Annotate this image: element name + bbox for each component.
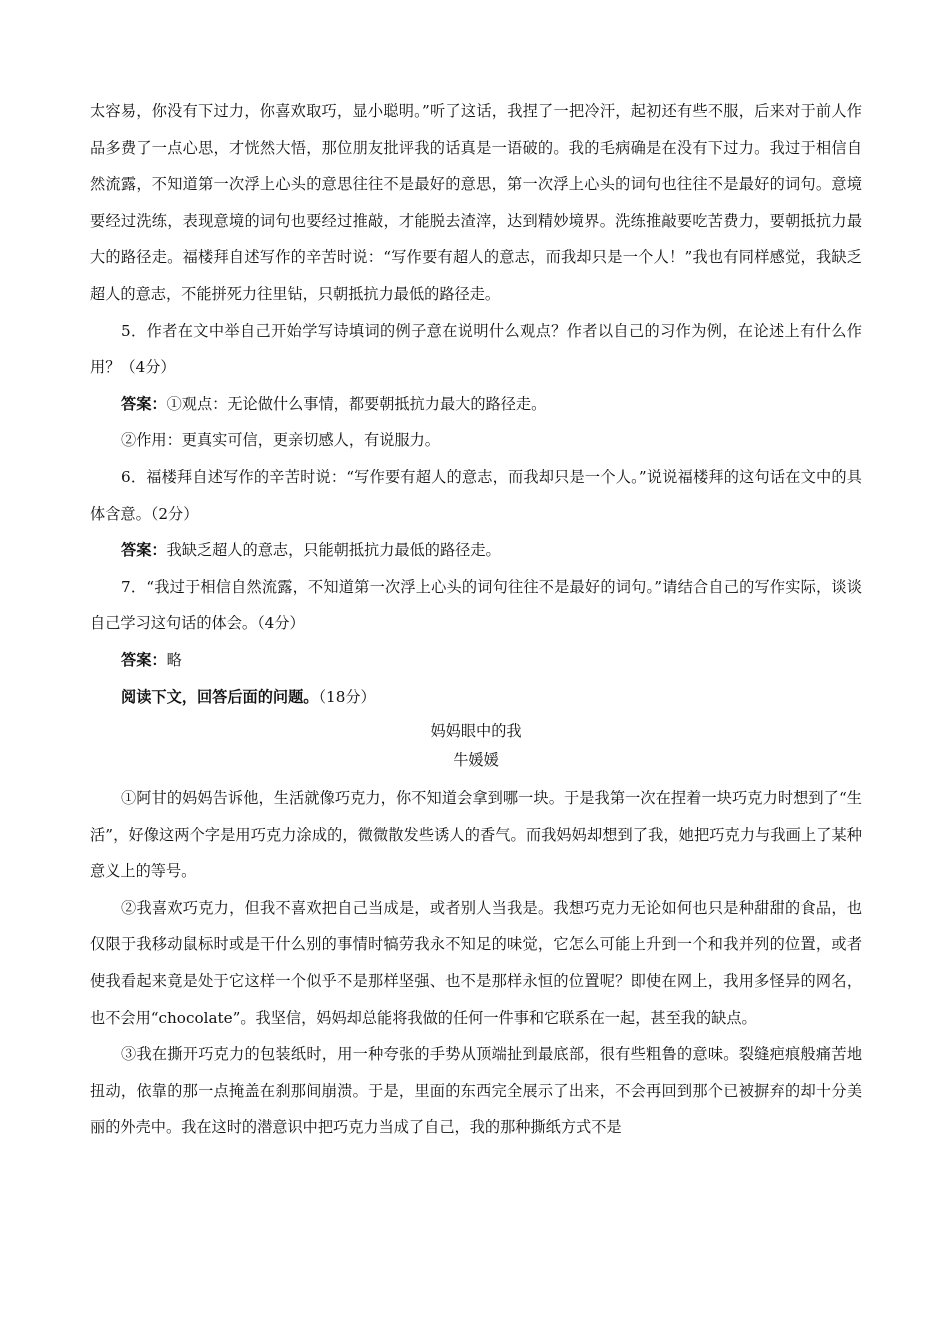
answer-label: 答案： <box>121 394 167 413</box>
question-7: 7．“我过于相信自然流露，不知道第一次浮上心头的词句往往不是最好的词句。”请结合自己的写作实际，谈谈自己学习这句话的体会。（4分） <box>90 577 862 633</box>
answer-5-line-2: ②作用：更真实可信，更亲切感人，有说服力。 <box>121 431 440 450</box>
reading-instruction <box>90 679 862 716</box>
instruction-score: （18分） <box>318 687 376 706</box>
answer-label: 答案： <box>121 541 167 560</box>
answer-text: 略 <box>166 650 182 669</box>
answer-label: 答案： <box>121 650 167 669</box>
answer-text: ①观点：无论做什么事情，都要朝抵抗力最大的路径走。 <box>166 394 547 413</box>
article-paragraph-1: ①阿甘的妈妈告诉他，生活就像巧克力，你不知道会拿到哪一块。于是我第一次在捏着一块巧克力时想到了“生活”，好像这两个字是用巧克力涂成的，微微散发些诱人的香气。而我妈妈却想到了我，她把巧克力与我画上了某种意义上的等号。 <box>90 789 862 881</box>
document-page <box>90 93 862 1146</box>
article-paragraph-2: ②我喜欢巧克力，但我不喜欢把自己当成是，或者别人当我是。我想巧克力无论如何也只是种甜甜的食品，也仅限于我移动鼠标时或是干什么别的事情时犒劳我永不知足的味觉，它怎么可能上升到一个和我并列的位置，或者使我看起来竟是处于它这样一个似乎不是那样坚强、也不是那样永恒的位置呢？即使在网上，我用多怪异的网名，也不会用“chocolate”。我坚信，妈妈却总能将我做的任何一件事和它联系在一起，甚至我的缺点。 <box>90 898 862 1027</box>
instruction-text: 阅读下文，回答后面的问题。 <box>121 687 319 706</box>
article-author: 牛媛媛 <box>453 751 499 770</box>
answer-7 <box>90 642 862 679</box>
answer-6 <box>90 532 862 569</box>
article-title: 妈妈眼中的我 <box>430 722 522 741</box>
answer-5-line-1 <box>90 386 862 423</box>
essay-paragraph-end: 太容易，你没有下过力，你喜欢取巧，显小聪明。”听了这话，我捏了一把冷汗，起初还有些不服，后来对于前人作品多费了一点心思，才恍然大悟，那位朋友批评我的话真是一语破的。我的毛病确是在没有下过力。我过于相信自然流露，不知道第一次浮上心头的意思往往不是最好的意思，第一次浮上心头的词句也往往不是最好的词句。意境要经过洗练，表现意境的词句也要经过推敲，才能脱去渣滓，达到精妙境界。洗练推敲要吃苦费力，要朝抵抗力最大的路径走。福楼拜自述写作的辛苦时说：“写作要有超人的意志，而我却只是一个人！”我也有同样感觉，我缺乏超人的意志，不能拼死力往里钻，只朝抵抗力最低的路径走。 <box>90 102 862 303</box>
answer-text: 我缺乏超人的意志，只能朝抵抗力最低的路径走。 <box>166 541 501 560</box>
article-paragraph-3: ③我在撕开巧克力的包装纸时，用一种夸张的手势从顶端扯到最底部，很有些粗鲁的意味。裂缝疤痕般痛苦地扭动，依靠的那一点掩盖在刹那间崩溃。于是，里面的东西完全展示了出来，不会再回到那个已被摒弃的却十分美丽的外壳中。我在这时的潜意识中把巧克力当成了自己，我的那种撕纸方式不是 <box>90 1045 862 1137</box>
question-6: 6．福楼拜自述写作的辛苦时说：“写作要有超人的意志，而我却只是一个人。”说说福楼拜的这句话在文中的具体含意。（2分） <box>90 467 862 523</box>
question-5: 5．作者在文中举自己开始学写诗填词的例子意在说明什么观点？作者以自己的习作为例，在论述上有什么作用？（4分） <box>90 321 862 377</box>
